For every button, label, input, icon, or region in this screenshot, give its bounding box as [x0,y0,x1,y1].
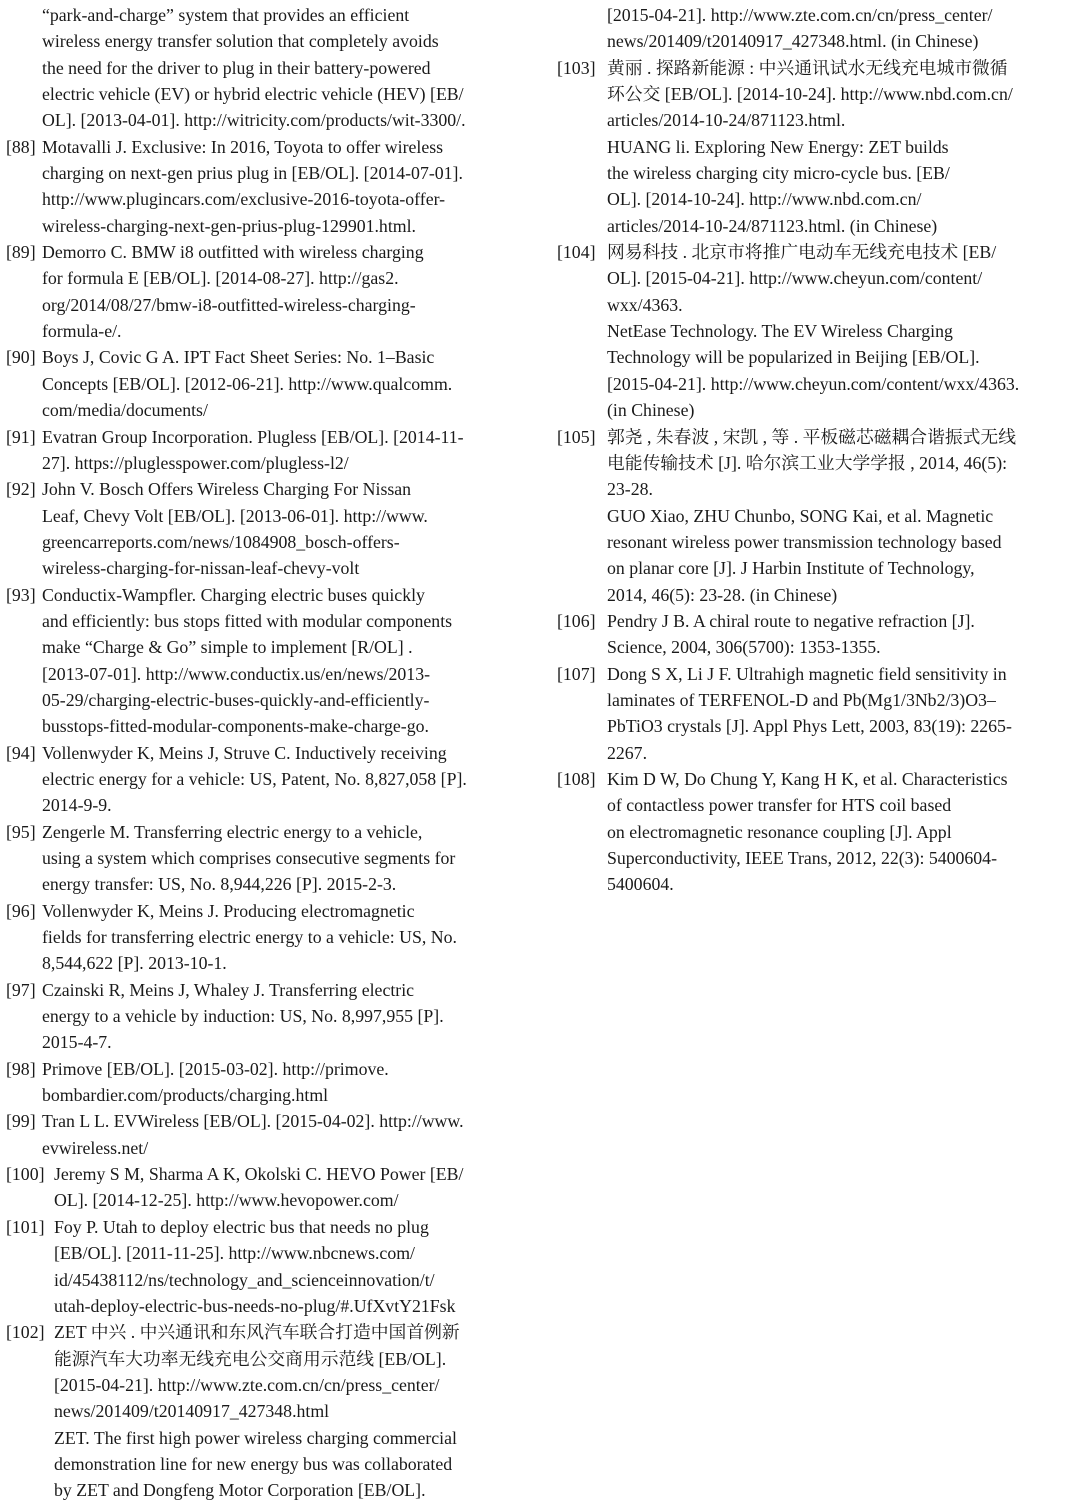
reference-text [607,2,1069,55]
reference-number: [98] [6,1058,36,1079]
reference-line: 郭尧 , 朱春波 , 宋凯 , 等 . 平板磁芯磁耦合谐振式无线 [607,426,1016,447]
reference-line: energy transfer: US, No. 8,944,226 [P]. 2015-2-3. [42,874,397,895]
reference-line: resonant wireless power transmission technology based [607,531,1002,552]
reference-line: demonstration line for new energy bus was collaborated [54,1453,453,1474]
reference-line: Concepts [EB/OL]. [2012-06-21]. http://www.qualcomm. [42,373,453,394]
reference-number: [101] [6,1216,45,1237]
reference-text [42,239,518,344]
reference-continuation [6,2,518,134]
reference-text [54,1214,518,1319]
reference-line: 黄丽 . 探路新能源 : 中兴通讯试水无线充电城市微循 [607,57,1008,78]
reference-line: energy to a vehicle by induction: US, No. 8,997,955 [P]. [42,1006,444,1027]
reference-line: Science, 2004, 306(5700): 1353-1355. [607,637,881,658]
reference-line: for formula E [EB/OL]. [2014-08-27]. http://gas2. [42,268,399,289]
reference-line: greencarreports.com/news/1084908_bosch-offers- [42,531,400,552]
reference-line: John V. Bosch Offers Wireless Charging For Nissan [42,479,412,500]
reference-number: [88] [6,136,36,157]
reference-number: [107] [557,663,596,684]
reference-line: Vollenwyder K, Meins J. Producing electromagnetic [42,900,415,921]
reference-text [54,1161,518,1214]
reference-entry [6,898,518,977]
reference-number: [90] [6,347,36,368]
reference-line: evwireless.net/ [42,1137,149,1158]
reference-line: Demorro C. BMW i8 outfitted with wireless charging [42,242,424,263]
reference-line: http://www.plugincars.com/exclusive-2016-toyota-offer- [42,189,446,210]
reference-entry [6,476,518,581]
reference-line: 2014, 46(5): 23-28. (in Chinese) [607,584,838,605]
reference-number: [103] [557,57,596,78]
reference-line: 能源汽车大功率无线充电公交商用示范线 [EB/OL]. [54,1348,447,1369]
reference-number: [99] [6,1111,36,1132]
reference-number: [100] [6,1164,45,1185]
reference-line: laminates of TERFENOL-D and Pb(Mg1/3Nb2/3)O3– [607,689,996,710]
reference-number: [92] [6,479,36,500]
reference-entry [6,1108,518,1161]
reference-line: Boys J, Covic G A. IPT Fact Sheet Series: No. 1–Basic [42,347,435,368]
reference-line: 5400604. [607,874,674,895]
reference-line: 2015-4-7. [42,1032,112,1053]
reference-line: 电能传输技术 [J]. 哈尔滨工业大学学报 , 2014, 46(5): [607,452,1008,473]
reference-line: 2267. [607,742,648,763]
reference-text [42,2,518,134]
reference-line: Pendry J B. A chiral route to negative refraction [J]. [607,610,975,631]
reference-line: OL]. [2014-12-25]. http://www.hevopower.com/ [54,1190,399,1211]
reference-line: busstops-fitted-modular-components-make-charge-go. [42,716,429,737]
reference-line: [EB/OL]. [2011-11-25]. http://www.nbcnews.com/ [54,1243,415,1264]
reference-text [607,55,1069,239]
reference-line: charging on next-gen prius plug in [EB/OL]. [2014-07-01]. [42,163,463,184]
reference-line: OL]. [2013-04-01]. http://witricity.com/products/wit-3300/. [42,110,466,131]
reference-line: Kim D W, Do Chung Y, Kang H K, et al. Characteristics [607,768,1008,789]
reference-line: wireless energy transfer solution that completely avoids [42,31,439,52]
reference-entry [6,1056,518,1109]
reference-line: Czainski R, Meins J, Whaley J. Transferring electric [42,979,415,1000]
reference-line: the need for the driver to plug in their battery-powered [42,57,431,78]
reference-line: Jeremy S M, Sharma A K, Okolski C. HEVO Power [EB/ [54,1164,464,1185]
reference-line: bombardier.com/products/charging.html [42,1085,329,1106]
reference-entry [6,424,518,477]
reference-text [42,582,518,740]
reference-line: [2013-07-01]. http://www.conductix.us/en/news/2013- [42,663,431,684]
reference-number: [106] [557,610,596,631]
reference-number: [91] [6,426,36,447]
reference-line: [2015-04-21]. http://www.zte.com.cn/cn/press_center/ [607,5,993,25]
reference-text [42,740,518,819]
reference-line: by ZET and Dongfeng Motor Corporation [EB/OL]. [54,1480,426,1501]
reference-text [42,476,518,581]
reference-line: Evatran Group Incorporation. Plugless [EB/OL]. [2014-11- [42,426,464,447]
reference-number: [97] [6,979,36,1000]
reference-line: org/2014/08/27/bmw-i8-outfitted-wireless-charging- [42,294,416,315]
reference-line: articles/2014-10-24/871123.html. (in Chinese) [607,215,938,236]
reference-line: ZET 中兴 . 中兴通讯和东风汽车联合打造中国首例新 [54,1322,460,1343]
reference-line: 27]. https://pluglesspower.com/plugless-l2/ [42,452,349,473]
reference-line: formula-e/. [42,321,122,342]
reference-line: Tran L L. EVWireless [EB/OL]. [2015-04-02]. http://www. [42,1111,464,1132]
reference-line: “park-and-charge” system that provides an efficient [42,5,410,25]
reference-line: NetEase Technology. The EV Wireless Charging [607,321,953,342]
reference-line: HUANG li. Exploring New Energy: ZET builds [607,136,949,157]
reference-line: 23-28. [607,479,653,500]
reference-text [607,608,1069,661]
reference-entry [6,977,518,1056]
reference-text [607,661,1069,766]
reference-line: wxx/4363. [607,294,683,315]
reference-number: [105] [557,426,596,447]
reference-line: Dong S X, Li J F. Ultrahigh magnetic field sensitivity in [607,663,1007,684]
reference-line: using a system which comprises consecutive segments for [42,848,456,868]
reference-entry [557,661,1069,766]
reference-line: ZET. The first high power wireless charging commercial [54,1427,457,1448]
reference-entry [557,239,1069,423]
right-column [557,2,1069,898]
reference-line: and efficiently: bus stops fitted with modular components [42,610,453,631]
reference-line: utah-deploy-electric-bus-needs-no-plug/#.UfXvtY21Fsk [54,1295,456,1316]
reference-number: [95] [6,821,36,842]
reference-line: wireless-charging-for-nissan-leaf-chevy-volt [42,558,360,579]
reference-line: on electromagnetic resonance coupling [J]. Appl [607,821,952,842]
reference-line: Motavalli J. Exclusive: In 2016, Toyota to offer wireless [42,136,444,157]
reference-line: articles/2014-10-24/871123.html. [607,110,846,131]
reference-line: GUO Xiao, ZHU Chunbo, SONG Kai, et al. Magnetic [607,505,994,526]
reference-entry [6,740,518,819]
reference-line: 8,544,622 [P]. 2013-10-1. [42,953,227,974]
reference-line: Conductix-Wampfler. Charging electric buses quickly [42,584,425,605]
reference-line: wireless-charging-next-gen-prius-plug-129901.html. [42,215,416,236]
reference-text [54,1319,518,1503]
reference-line: of contactless power transfer for HTS coil based [607,795,952,816]
reference-text [42,977,518,1056]
reference-line: Vollenwyder K, Meins J, Struve C. Inductively receiving [42,742,447,763]
reference-entry [557,766,1069,898]
reference-line: id/45438112/ns/technology_and_scienceinnovation/t/ [54,1269,435,1290]
reference-text [42,898,518,977]
reference-line: Foy P. Utah to deploy electric bus that needs no plug [54,1216,429,1237]
reference-line: PbTiO3 crystals [J]. Appl Phys Lett, 2003, 83(19): 2265- [607,716,1012,737]
reference-text [607,766,1069,898]
reference-line: the wireless charging city micro-cycle bus. [EB/ [607,163,950,184]
reference-entry [6,1319,518,1503]
reference-entry [557,608,1069,661]
reference-entry [6,819,518,898]
reference-line: on planar core [J]. J Harbin Institute of Technology, [607,558,975,579]
reference-line: make “Charge & Go” simple to implement [R/OL] . [42,637,413,658]
reference-line: Leaf, Chevy Volt [EB/OL]. [2013-06-01]. http://www. [42,505,428,526]
reference-text [42,134,518,239]
reference-text [42,1056,518,1109]
reference-line: electric energy for a vehicle: US, Patent, No. 8,827,058 [P]. [42,768,467,789]
left-column [6,2,518,1504]
reference-text [42,819,518,898]
reference-line: Superconductivity, IEEE Trans, 2012, 22(3): 5400604- [607,848,997,868]
reference-number: [102] [6,1322,45,1343]
reference-line: Technology will be popularized in Beijing [EB/OL]. [607,347,980,368]
reference-line: news/201409/t20140917_427348.html. (in Chinese) [607,31,979,52]
reference-line: [2015-04-21]. http://www.zte.com.cn/cn/press_center/ [54,1374,440,1395]
reference-entry [557,55,1069,239]
reference-line: OL]. [2014-10-24]. http://www.nbd.com.cn/ [607,189,922,210]
reference-text [607,424,1069,608]
reference-number: [96] [6,900,36,921]
reference-line: (in Chinese) [607,400,695,421]
reference-number: [104] [557,242,596,263]
reference-line: Primove [EB/OL]. [2015-03-02]. http://primove. [42,1058,389,1079]
reference-text [42,344,518,423]
reference-text [607,239,1069,423]
reference-number: [94] [6,742,36,763]
reference-line: 2014-9-9. [42,795,112,816]
reference-line: [2015-04-21]. http://www.cheyun.com/content/wxx/4363. [607,373,1020,394]
reference-text [42,424,518,477]
reference-line: electric vehicle (EV) or hybrid electric vehicle (HEV) [EB/ [42,84,464,105]
reference-entry [6,134,518,239]
reference-entry [6,1214,518,1319]
reference-entry [6,1161,518,1214]
reference-line: news/201409/t20140917_427348.html [54,1401,330,1422]
reference-line: fields for transferring electric energy to a vehicle: US, No. [42,927,457,948]
reference-line: OL]. [2015-04-21]. http://www.cheyun.com/content/ [607,268,983,289]
reference-line: 环公交 [EB/OL]. [2014-10-24]. http://www.nbd.com.cn/ [607,84,1013,105]
reference-entry [6,344,518,423]
reference-entry [557,424,1069,608]
reference-continuation [557,2,1069,55]
reference-number: [93] [6,584,36,605]
reference-text [42,1108,518,1161]
reference-number: [108] [557,768,596,789]
reference-line: Zengerle M. Transferring electric energy to a vehicle, [42,821,423,842]
reference-entry [6,582,518,740]
reference-line: 05-29/charging-electric-buses-quickly-and-efficiently- [42,689,430,710]
reference-entry [6,239,518,344]
reference-number: [89] [6,242,36,263]
reference-line: com/media/documents/ [42,400,208,421]
reference-line: 网易科技 . 北京市将推广电动车无线充电技术 [EB/ [607,242,997,263]
